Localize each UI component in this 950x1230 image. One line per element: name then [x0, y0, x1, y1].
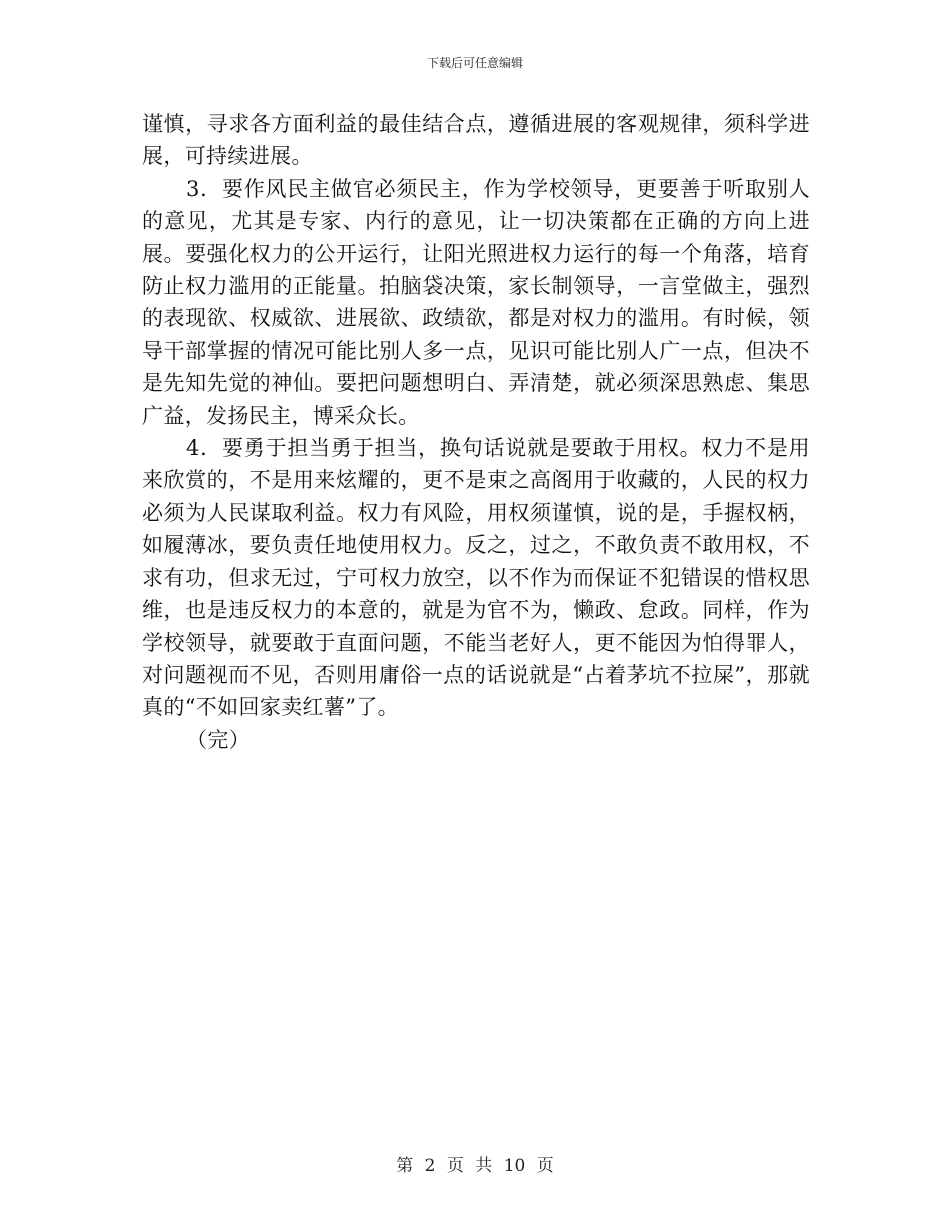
paragraph-continuation: 谨慎，寻求各方面利益的最佳结合点，遵循进展的客观规律，须科学进展，可持续进展。	[142, 112, 810, 169]
paragraph-end-mark: （完）	[186, 727, 251, 752]
paragraph-item-3: 3．要作风民主做官必须民主，作为学校领导，更要善于听取别人的意见，尤其是专家、内行的意见，让一切决策都在正确的方向上进展。要强化权力的公开运行，让阳光照进权力运行的每一个角落，培育防止权力滥用的正能量。拍脑袋决策，家长制领导，一言堂做主，强烈的表现欲、权威欲、进展欲、政绩欲，都是对权力的滥用。有时候，领导干部掌握的情况可能比别人多一点，见识可能比别人广一点，但决不是先知先觉的神仙。要把问题想明白、弄清楚，就必须深思熟虑、集思广益，发扬民主，博采众长。	[142, 176, 810, 428]
document-body	[142, 108, 810, 756]
page-header: 下载后可任意编辑	[426, 56, 523, 70]
paragraph-item-4: 4．要勇于担当勇于担当，换句话说就是要敢于用权。权力不是用来欣赏的，不是用来炫耀的，更不是束之高阁用于收藏的，人民的权力必须为人民谋取利益。权力有风险，用权须谨慎，说的是，手握权柄，如履薄冰，要负责任地使用权力。反之，过之，不敢负责不敢用权，不求有功，但求无过，宁可权力放空，以不作为而保证不犯错误的惜权思维，也是违反权力的本意的，就是为官不为，懒政、怠政。同样，作为学校领导，就要敢于直面问题，不能当老好人，更不能因为怕得罪人，对问题视而不见，否则用庸俗一点的话说就是“占着茅坑不拉屎”，那就真的“不如回家卖红薯”了。	[142, 436, 810, 720]
page-number-footer: 第 2 页 共 10 页	[396, 1156, 554, 1176]
